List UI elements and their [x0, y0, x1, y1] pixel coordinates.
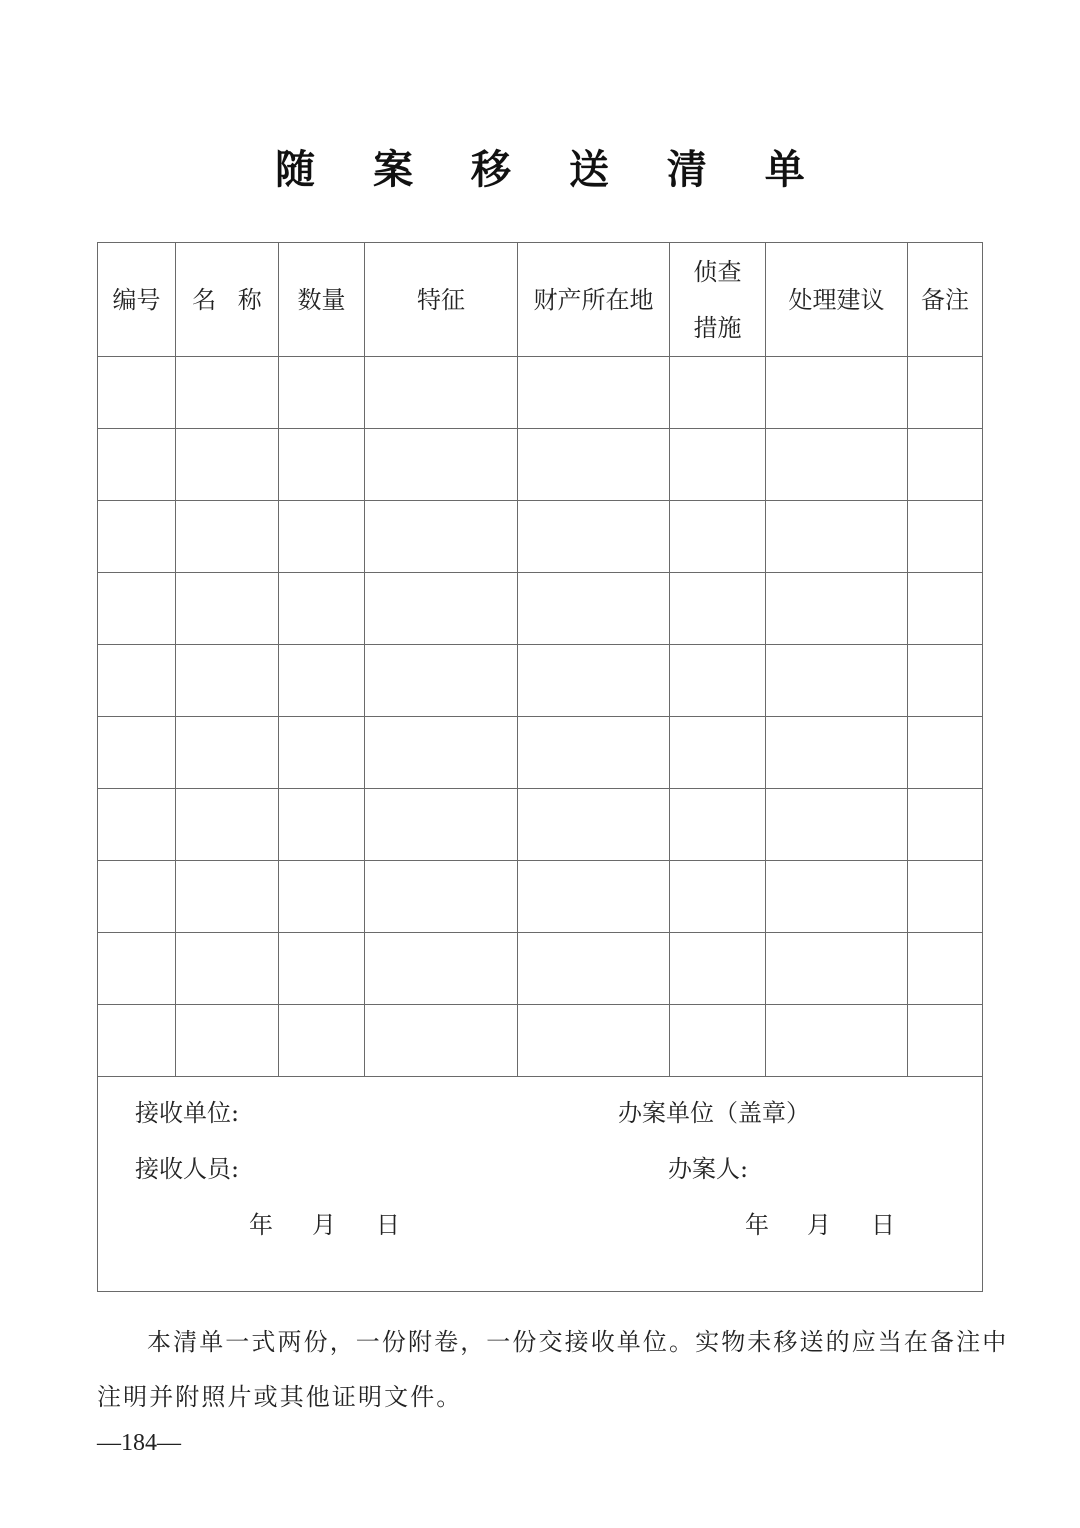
table-cell[interactable]: [908, 357, 983, 429]
table-cell[interactable]: [365, 357, 518, 429]
table-row: [98, 357, 983, 429]
table-cell[interactable]: [766, 357, 908, 429]
table-header-row: [98, 243, 983, 357]
table-cell[interactable]: [670, 573, 766, 645]
table-cell[interactable]: [176, 933, 279, 1005]
table-cell[interactable]: [766, 1005, 908, 1077]
note-text-2: 注明并附照片或其他证明文件。: [97, 1383, 463, 1411]
table-cell[interactable]: [908, 717, 983, 789]
table-cell[interactable]: [766, 645, 908, 717]
table-cell[interactable]: [908, 789, 983, 861]
table-cell[interactable]: [670, 357, 766, 429]
table-cell[interactable]: [365, 573, 518, 645]
table-cell[interactable]: [176, 573, 279, 645]
table-cell[interactable]: [279, 789, 365, 861]
table-cell[interactable]: [518, 501, 670, 573]
table-cell[interactable]: [365, 789, 518, 861]
table-cell[interactable]: [279, 645, 365, 717]
receiving-unit-label: 接收单位:: [135, 1099, 240, 1127]
table-cell[interactable]: [670, 717, 766, 789]
table-row: [98, 429, 983, 501]
table-row: [98, 501, 983, 573]
table-cell[interactable]: [670, 429, 766, 501]
table-cell[interactable]: [176, 645, 279, 717]
table-cell[interactable]: [176, 861, 279, 933]
table-cell[interactable]: [766, 861, 908, 933]
left-month: 月: [312, 1211, 336, 1239]
table-cell[interactable]: [766, 933, 908, 1005]
table-body: [98, 357, 983, 1292]
table-cell[interactable]: [908, 573, 983, 645]
right-month: 月: [807, 1211, 831, 1239]
table-cell[interactable]: [279, 717, 365, 789]
table-cell[interactable]: [908, 933, 983, 1005]
table-row: [98, 645, 983, 717]
table-cell[interactable]: [98, 573, 176, 645]
table-cell[interactable]: [365, 1005, 518, 1077]
header-property-location: 财产所在地: [518, 243, 670, 357]
table-cell[interactable]: [908, 1005, 983, 1077]
table-cell[interactable]: [176, 717, 279, 789]
table-cell[interactable]: [98, 933, 176, 1005]
table-cell[interactable]: [518, 573, 670, 645]
table-footer-row: [98, 1077, 983, 1292]
table-row: [98, 1005, 983, 1077]
handling-unit-label: 办案单位（盖章）: [618, 1099, 810, 1127]
table-cell[interactable]: [670, 861, 766, 933]
table-cell[interactable]: [766, 717, 908, 789]
table-cell[interactable]: [518, 789, 670, 861]
table-cell[interactable]: [98, 429, 176, 501]
note-text-1: 本清单一式两份，一份附卷，一份交接收单位。实物未移送的应当在备注中: [147, 1328, 1009, 1356]
table-cell[interactable]: [279, 933, 365, 1005]
table-cell[interactable]: [670, 933, 766, 1005]
table-cell[interactable]: [98, 357, 176, 429]
table-cell[interactable]: [670, 501, 766, 573]
left-day: 日: [376, 1211, 400, 1239]
header-features: 特征: [365, 243, 518, 357]
header-name: 名 称: [176, 243, 279, 357]
table-row: [98, 573, 983, 645]
table-cell[interactable]: [766, 789, 908, 861]
table-row: [98, 933, 983, 1005]
table-cell[interactable]: [766, 501, 908, 573]
note-line-2: [97, 1377, 987, 1412]
table-cell[interactable]: [766, 573, 908, 645]
table-cell[interactable]: [98, 645, 176, 717]
header-quantity: 数量: [279, 243, 365, 357]
table-cell[interactable]: [518, 933, 670, 1005]
table-cell[interactable]: [279, 501, 365, 573]
table-cell[interactable]: [279, 357, 365, 429]
table-cell[interactable]: [908, 429, 983, 501]
left-year: 年: [249, 1211, 273, 1239]
table-cell[interactable]: [98, 501, 176, 573]
table-cell[interactable]: [518, 357, 670, 429]
table-cell[interactable]: [279, 861, 365, 933]
table-cell[interactable]: [365, 861, 518, 933]
note-line-1: [97, 1322, 1009, 1357]
table-cell[interactable]: [670, 1005, 766, 1077]
table-cell[interactable]: [279, 1005, 365, 1077]
right-year: 年: [745, 1211, 769, 1239]
table-cell[interactable]: [518, 645, 670, 717]
table-cell[interactable]: [518, 861, 670, 933]
header-investigation-line1: 侦查: [693, 257, 742, 286]
table-cell[interactable]: [766, 429, 908, 501]
table-cell[interactable]: [365, 933, 518, 1005]
table-cell[interactable]: [98, 717, 176, 789]
table-cell[interactable]: [176, 1005, 279, 1077]
header-remarks: 备注: [908, 243, 983, 357]
transfer-list-table: [97, 242, 983, 1292]
header-handling-suggestion: 处理建议: [766, 243, 908, 357]
page-title: 随 案 移 送 清 单: [275, 147, 827, 193]
table-cell[interactable]: [98, 789, 176, 861]
table-cell[interactable]: [670, 645, 766, 717]
table-cell[interactable]: [908, 645, 983, 717]
table-cell[interactable]: [908, 861, 983, 933]
table-cell[interactable]: [518, 1005, 670, 1077]
table-cell[interactable]: [176, 501, 279, 573]
signature-section: [98, 1077, 983, 1292]
table-cell[interactable]: [176, 429, 279, 501]
table-cell[interactable]: [670, 789, 766, 861]
table-row: [98, 717, 983, 789]
table-cell[interactable]: [518, 429, 670, 501]
table-row: [98, 789, 983, 861]
table-cell[interactable]: [176, 357, 279, 429]
table-cell[interactable]: [279, 573, 365, 645]
table-cell[interactable]: [98, 861, 176, 933]
table-cell[interactable]: [518, 717, 670, 789]
table-cell[interactable]: [98, 1005, 176, 1077]
table-cell[interactable]: [279, 429, 365, 501]
table-cell[interactable]: [365, 429, 518, 501]
header-investigation-line2: 措施: [693, 313, 742, 342]
table-cell[interactable]: [365, 501, 518, 573]
page-number: —184—: [97, 1430, 181, 1456]
header-investigation-measures: [670, 243, 766, 357]
table-row: [98, 861, 983, 933]
handling-person-label: 办案人:: [668, 1155, 749, 1183]
table-cell[interactable]: [365, 645, 518, 717]
table-cell[interactable]: [176, 789, 279, 861]
table-cell[interactable]: [365, 717, 518, 789]
table-cell[interactable]: [908, 501, 983, 573]
right-day: 日: [871, 1211, 895, 1239]
header-number: 编号: [98, 243, 176, 357]
receiving-person-label: 接收人员:: [135, 1155, 240, 1183]
